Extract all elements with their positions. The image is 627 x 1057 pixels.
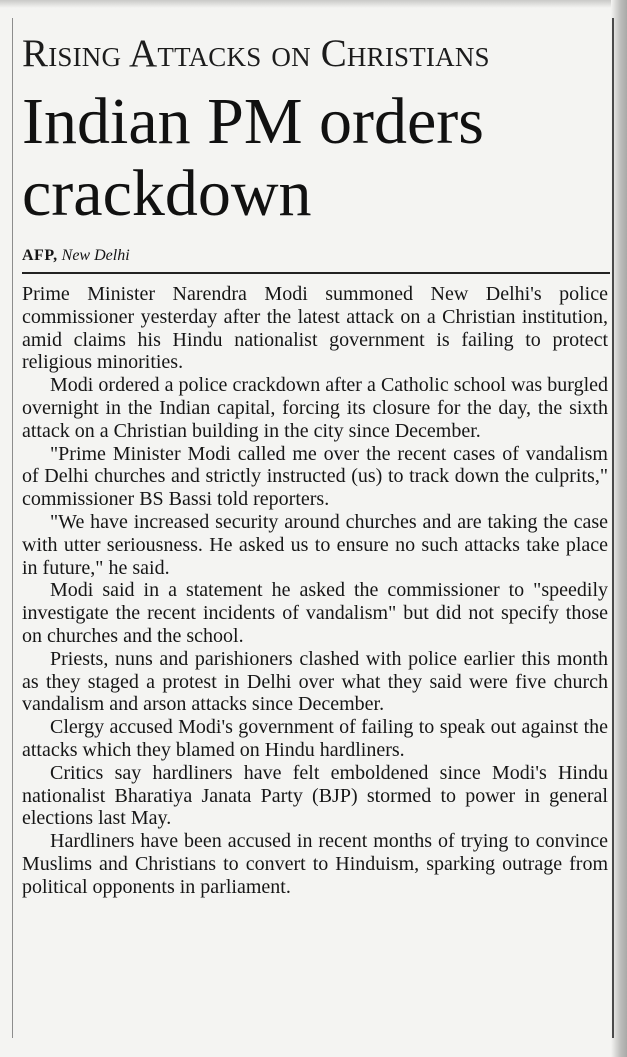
article-body xyxy=(22,283,608,899)
byline xyxy=(22,246,130,266)
paragraph: "We have increased security around churches and are taking the case with utter seriousness. He asked us to ensure no such attacks take place in future," he said. xyxy=(22,510,608,579)
byline-location: New Delhi xyxy=(61,247,130,264)
paragraph: Modi ordered a police crackdown after a Catholic school was burgled overnight in the Indian capital, forcing its closure for the day, the sixth attack on a Christian building in the city since December. xyxy=(22,374,608,442)
column-rule-left xyxy=(12,18,13,1038)
byline-agency: AFP, xyxy=(22,247,58,264)
paragraph: "Prime Minister Modi called me over the recent cases of vandalism of Delhi churches and strictly instructed (us) to track down the culprits," commissioner BS Bassi told reporters. xyxy=(22,442,608,511)
paragraph: Critics say hardliners have felt emboldened since Modi's Hindu nationalist Bharatiya Janata Party (BJP) stormed to power in general elections last May. xyxy=(22,761,608,830)
paragraph: Priests, nuns and parishioners clashed with police earlier this month as they staged a protest in Delhi over what they said were five church vandalism and arson attacks since December. xyxy=(22,647,608,716)
kicker: Rising Attacks on Christians xyxy=(22,32,490,75)
paragraph: Prime Minister Narendra Modi summoned New Delhi's police commissioner yesterday after the latest attack on a Christian institution, amid claims his Hindu nationalist government is failing to protect religious minorities. xyxy=(22,283,608,374)
paragraph: Modi said in a statement he asked the commissioner to "speedily investigate the recent incidents of vandalism" but did not specify those on churches and the school. xyxy=(22,579,608,647)
scan-edge-top xyxy=(0,0,627,8)
column-rule-right xyxy=(612,18,614,1038)
paragraph: Clergy accused Modi's government of failing to speak out against the attacks which they blamed on Hindu hardliners. xyxy=(22,716,608,761)
paragraph: Hardliners have been accused in recent months of trying to convince Muslims and Christians to convert to Hinduism, sparking outrage from political opponents in parliament. xyxy=(22,830,608,898)
headline: Indian PM orders crackdown xyxy=(22,85,484,230)
byline-divider xyxy=(22,272,610,274)
